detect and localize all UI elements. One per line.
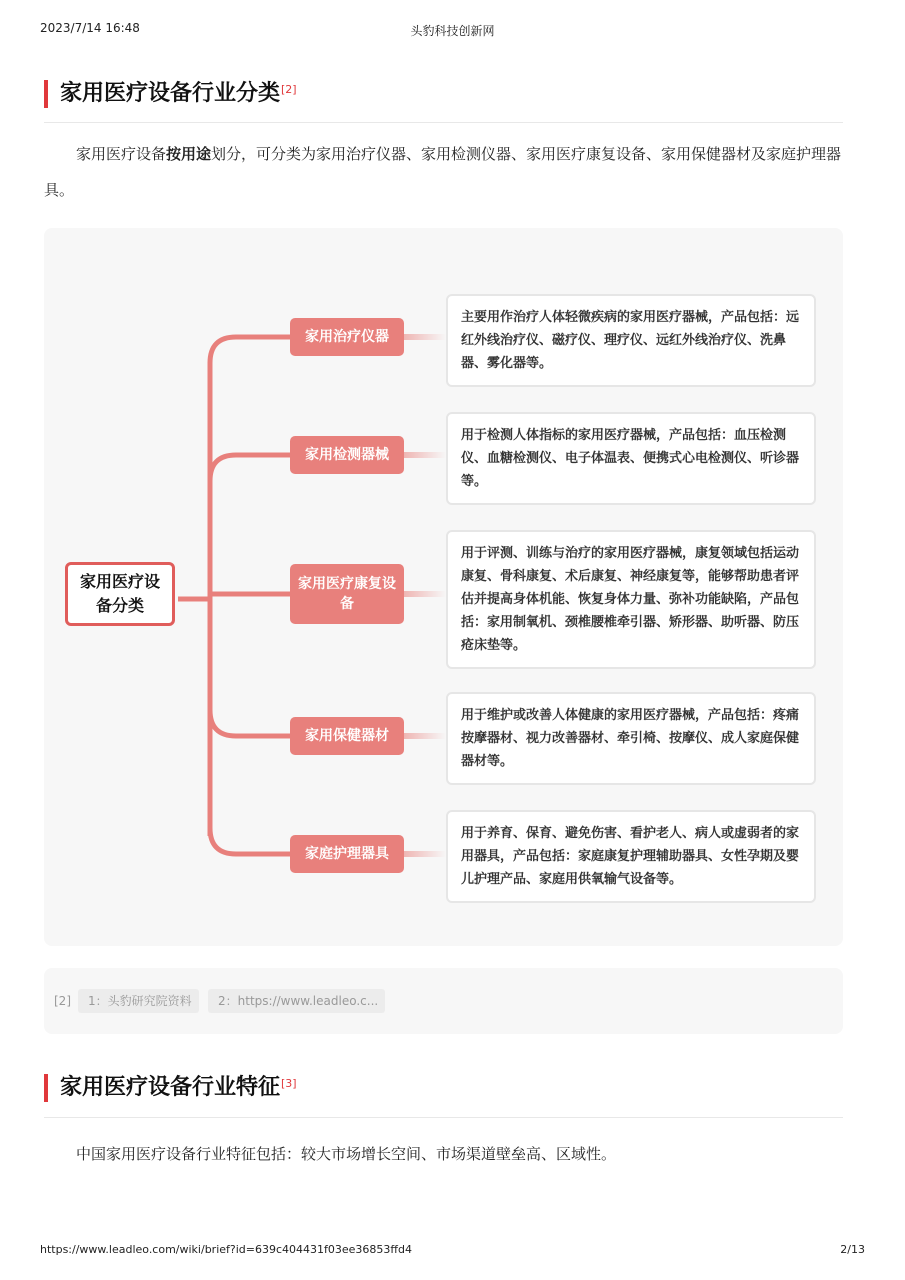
branch-home-rehab: 家用医疗康复设备 [290, 564, 404, 624]
leaf-home-healthcare: 用于维护或改善人体健康的家用医疗器械，产品包括：疼痛按摩器材、视力改善器材、牵引椅、按摩仪、成人家庭保健器材等。 [446, 692, 816, 785]
leaf-connector-1 [404, 334, 446, 340]
leaf-home-nursing: 用于养育、保育、避免伤害、看护老人、病人或虚弱者的家用器具，产品包括：家庭康复护理辅助器具、女性孕期及婴儿护理产品、家庭用供氧输气设备等。 [446, 810, 816, 903]
branch-home-therapy: 家用治疗仪器 [290, 318, 404, 356]
print-date: 2023/7/14 16:48 [40, 21, 140, 35]
intro-emphasis: 按用途 [166, 145, 212, 163]
leaf-home-testing: 用于检测人体指标的家用医疗器械，产品包括：血压检测仪、血糖检测仪、电子体温表、便携式心电检测仪、听诊器等。 [446, 412, 816, 505]
reference-chip-1[interactable]: 1：头豹研究院资料 [78, 989, 199, 1013]
section-title-classification [44, 80, 297, 108]
characteristics-intro: 中国家用医疗设备行业特征包括：较大市场增长空间、市场渠道壁垒高、区域性。 [76, 1145, 617, 1163]
references-panel [44, 968, 843, 1034]
connector-branch-4 [210, 710, 290, 736]
branch-home-healthcare: 家用保健器材 [290, 717, 404, 755]
leaf-connector-5 [404, 851, 446, 857]
leaf-connector-3 [404, 591, 446, 597]
page-number: 2/13 [840, 1243, 865, 1256]
citation-link[interactable]: [3] [281, 1077, 297, 1090]
divider [44, 122, 843, 123]
section-title-text: 家用医疗设备行业分类 [60, 81, 281, 106]
intro-text: 家用医疗设备 [76, 145, 167, 163]
section-title-text: 家用医疗设备行业特征 [60, 1075, 281, 1100]
connector-branch-5 [210, 828, 290, 854]
leaf-connector-4 [404, 733, 446, 739]
section-title-characteristics [44, 1074, 297, 1102]
citation-link[interactable]: [2] [281, 83, 297, 96]
site-name: 头豹科技创新网 [410, 24, 495, 38]
connector-branch-2 [210, 455, 290, 481]
mindmap-root: 家用医疗设备分类 [65, 562, 175, 626]
reference-chip-2[interactable]: 2：https://www.leadleo.c... [208, 989, 385, 1013]
reference-number: [2] [54, 994, 71, 1008]
page-url: https://www.leadleo.com/wiki/brief?id=639c404431f03ee36853ffd4 [40, 1243, 412, 1256]
branch-home-testing: 家用检测器械 [290, 436, 404, 474]
leaf-connector-2 [404, 452, 446, 458]
mindmap-panel [44, 228, 843, 946]
connector-branch-1 [210, 337, 290, 363]
leaf-home-rehab: 用于评测、训练与治疗的家用医疗器械，康复领域包括运动康复、骨科康复、术后康复、神经康复等，能够帮助患者评估并提高身体机能、恢复身体力量、弥补功能缺陷，产品包括：家用制氧机、颈椎腰椎牵引器、矫形器、助听器、防压疮床垫等。 [446, 530, 816, 669]
leaf-home-therapy: 主要用作治疗人体轻微疾病的家用医疗器械，产品包括：远红外线治疗仪、磁疗仪、理疗仪、远红外线治疗仪、洗鼻器、雾化器等。 [446, 294, 816, 387]
intro-text-rest: 划分，可分类为家用治疗仪器、家用检测仪器、家用医疗康复设备、家用保健器材及家庭护理器具。 [44, 145, 842, 199]
divider [44, 1117, 843, 1118]
branch-home-nursing: 家庭护理器具 [290, 835, 404, 873]
classification-intro [44, 136, 844, 208]
